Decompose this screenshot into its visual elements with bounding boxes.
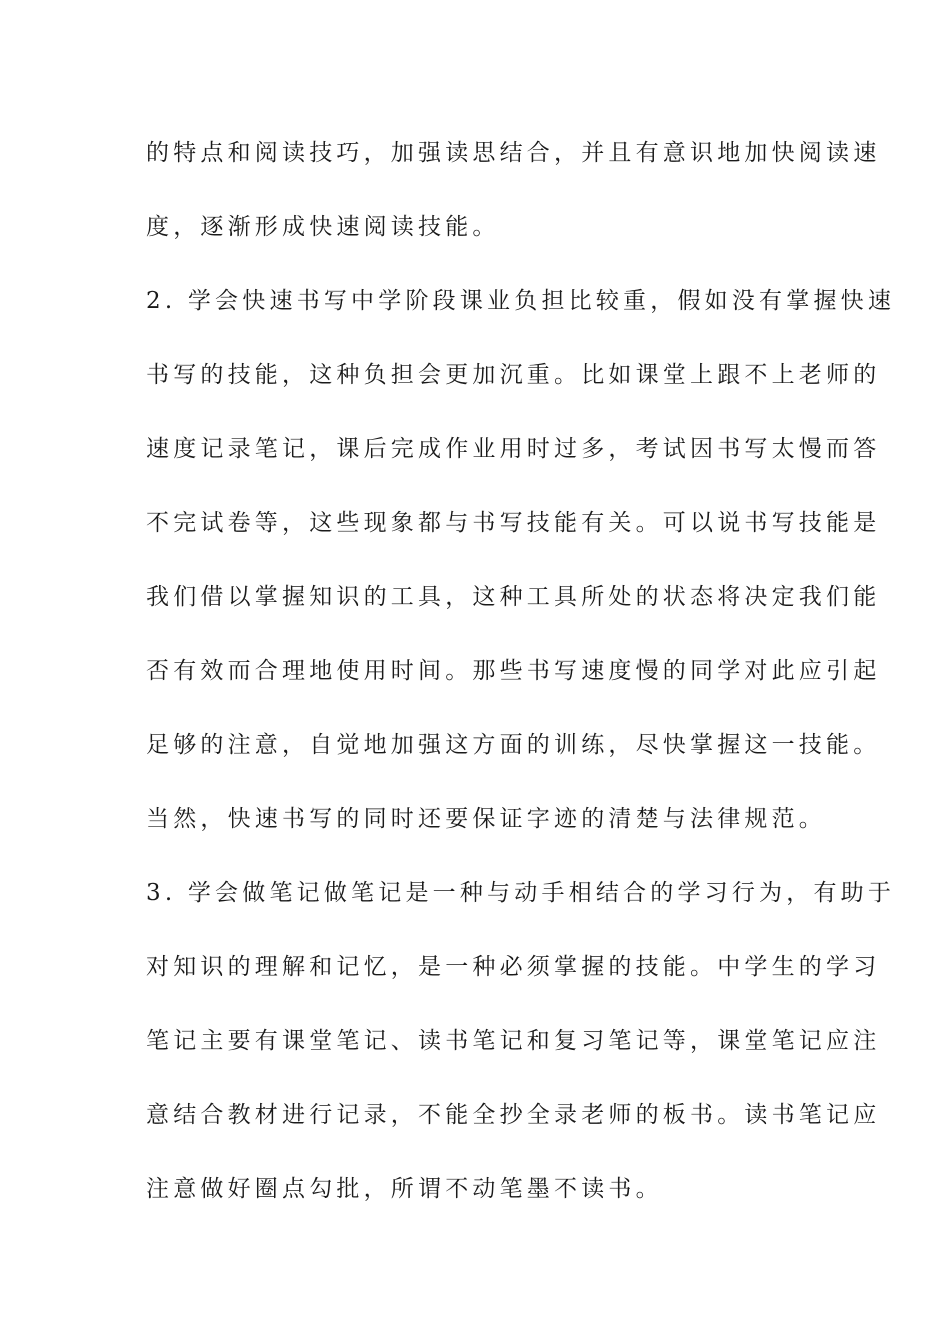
text-line: 当然，快速书写的同时还要保证字迹的清楚与法律规范。 bbox=[146, 806, 826, 832]
text-line: 的特点和阅读技巧，加强读思结合，并且有意识地加快阅读速 bbox=[146, 140, 881, 166]
text-line: 3. 学会做笔记做笔记是一种与动手相结合的学习行为，有助于 bbox=[146, 880, 896, 906]
text-line: 对知识的理解和记忆，是一种必须掌握的技能。中学生的学习 bbox=[146, 954, 881, 980]
text-line: 速度记录笔记，课后完成作业用时过多，考试因书写太慢而答 bbox=[146, 436, 881, 462]
text-line: 度，逐渐形成快速阅读技能。 bbox=[146, 214, 500, 240]
text-line: 笔记主要有课堂笔记、读书笔记和复习笔记等，课堂笔记应注 bbox=[146, 1028, 881, 1054]
text-line: 不完试卷等，这些现象都与书写技能有关。可以说书写技能是 bbox=[146, 510, 881, 536]
text-line: 意结合教材进行记录，不能全抄全录老师的板书。读书笔记应 bbox=[146, 1102, 881, 1128]
text-line: 足够的注意，自觉地加强这方面的训练，尽快掌握这一技能。 bbox=[146, 732, 881, 758]
text-line: 注意做好圈点勾批，所谓不动笔墨不读书。 bbox=[146, 1176, 663, 1202]
text-line: 书写的技能，这种负担会更加沉重。比如课堂上跟不上老师的 bbox=[146, 362, 881, 388]
text-line: 2. 学会快速书写中学阶段课业负担比较重，假如没有掌握快速 bbox=[146, 288, 896, 314]
text-line: 我们借以掌握知识的工具，这种工具所处的状态将决定我们能 bbox=[146, 584, 881, 610]
text-line: 否有效而合理地使用时间。那些书写速度慢的同学对此应引起 bbox=[146, 658, 881, 684]
